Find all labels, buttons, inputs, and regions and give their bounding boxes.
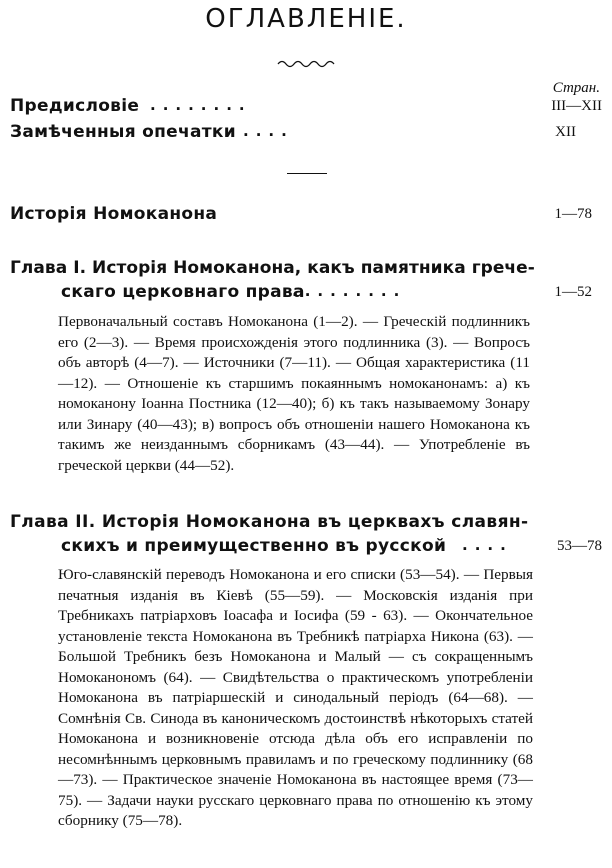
dot-leader: ......... <box>292 282 407 300</box>
toc-entry-pages: 1—78 <box>554 206 592 222</box>
page-column-header: Стран. <box>552 80 600 96</box>
toc-entry-chapter1-line1[interactable] <box>10 258 602 282</box>
toc-entry-pages: III—XII <box>551 98 602 114</box>
toc-entry-label: Предисловіе <box>10 96 140 116</box>
toc-entry-chapter2-line1[interactable] <box>10 512 602 536</box>
dot-leader: ........ <box>150 96 252 114</box>
chapter1-description: Первоначальный составъ Номоканона (1—2). — Греческій подлинникъ его (2—3). — Время происхожденія этого подлинника (3). — Вопросъ объ авторѣ (4—7). — Источники (7—11). — Общая характеристика (11—12). — Отношеніе къ старшимъ покаяннымъ номоканонамъ: а) къ номоканону Іоанна Постника (12—40); б) къ такъ называемому Зонару или Зинару (40—43); в) вопросъ объ отношеніи нашего Номоканона къ такимъ же неизданнымъ сборникамъ (43—44). — Употребленіе въ греческой церкви (44—52). <box>58 313 530 474</box>
toc-entry-label: Глава II. Исторія Номоканона въ церквахъ славян- <box>10 512 529 532</box>
toc-entry-preface[interactable] <box>10 96 602 120</box>
dot-leader: .... <box>462 536 513 554</box>
dot-leader: .... <box>243 122 294 140</box>
toc-entry-errata[interactable] <box>10 122 602 146</box>
toc-entry-history[interactable] <box>10 204 602 228</box>
toc-entry-chapter2-line2[interactable] <box>10 536 602 560</box>
toc-entry-chapter1-line2[interactable] <box>10 282 602 306</box>
toc-entry-pages: XII <box>555 124 576 140</box>
toc-entry-label: Глава I. Исторія Номоканона, какъ памятника грече- <box>10 258 535 278</box>
toc-entry-label: скаго церковнаго права <box>61 282 305 302</box>
toc-entry-pages: 53—78 <box>557 538 602 554</box>
chapter2-description: Юго-славянскій переводъ Номоканона и его списки (53—54). — Первыя печатныя изданія въ Кіевѣ (55—59). — Московскія изданія при Требникахъ патріарховъ Іоасафа и Іосифа (59 - 63). — Окончательное установленіе текста Номоканона въ Требникѣ патріарха Никона (63). — Большой Требникъ безъ Номоканона и Малый — съ сокращеннымъ Номоканономъ (64). — Свидѣтельства о практическомъ употребленіи Номоканона въ патріаршескій и синодальный періодъ (64—68). — Сомнѣнія Св. Синода въ каноническомъ достоинствѣ нѣкоторыхъ статей Номоканона и возникновеніе отсюда дѣла объ его исправленіи по несомнѣннымъ церковнымъ правиламъ и по греческому подлиннику (68—73). — Практическое значеніе Номоканона въ настоящее время (73—75). — Задачи науки русскаго церковнаго права по отношенію къ этому сборнику (75—78). <box>58 566 533 829</box>
section-divider <box>287 173 327 174</box>
toc-entry-label: Исторія Номоканона <box>10 204 218 224</box>
toc-entry-label: скихъ и преимущественно въ русской <box>61 536 447 556</box>
wave-ornament-icon <box>276 58 336 70</box>
page-title: ОГЛАВЛЕНІЕ. <box>205 4 407 34</box>
toc-entry-label: Замѣченныя опечатки <box>10 122 236 142</box>
toc-entry-pages: 1—52 <box>554 284 592 300</box>
